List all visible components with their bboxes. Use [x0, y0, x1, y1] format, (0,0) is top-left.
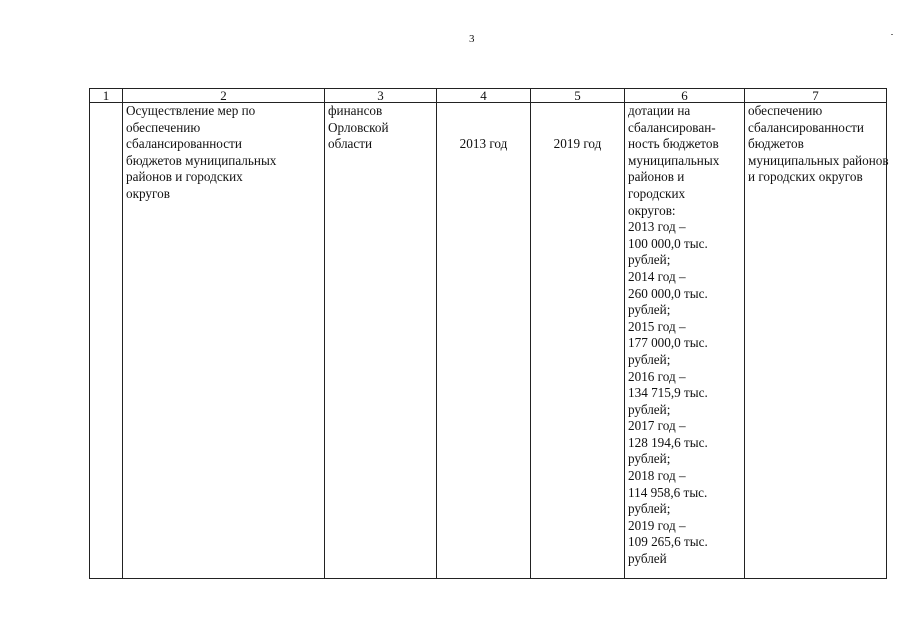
- text-line: 2018 год –: [628, 468, 686, 484]
- text-line: сбалансированности: [126, 136, 242, 152]
- text-line: сбалансирован-: [628, 119, 716, 135]
- text-line: 2016 год –: [628, 368, 686, 384]
- text-line: районов и: [628, 169, 685, 185]
- header-cell-1: 1: [90, 89, 123, 103]
- header-cell-4: 4: [437, 89, 531, 103]
- text-line: рублей: [628, 551, 667, 567]
- cell-executor: [325, 103, 437, 579]
- table-row: [90, 103, 887, 579]
- text-line: ность бюджетов: [628, 136, 719, 152]
- text-line: обеспечению: [126, 119, 201, 135]
- header-row: [90, 89, 887, 103]
- start-year: 2013 год: [459, 136, 508, 151]
- text-line: рублей;: [628, 401, 671, 417]
- text-line: округов: [126, 185, 170, 201]
- text-line: обеспечению: [748, 103, 823, 118]
- text-line: рублей;: [628, 501, 671, 517]
- text-line: сбалансированности: [748, 119, 864, 135]
- header-cell-6: 6: [625, 89, 745, 103]
- text-line: бюджетов муниципальных: [126, 152, 277, 168]
- text-line: городских: [628, 185, 686, 201]
- end-year: 2019 год: [553, 136, 602, 151]
- text-line: рублей;: [628, 451, 671, 467]
- text-line: дотации на: [628, 103, 691, 118]
- cell-result: [745, 103, 887, 579]
- financing-lines: [628, 103, 741, 568]
- cell-measure: [123, 103, 325, 579]
- text-line: 2015 год –: [628, 318, 686, 334]
- cell-col1: [90, 103, 123, 579]
- text-line: 2013 год –: [628, 219, 686, 235]
- cell-start-year: [437, 103, 531, 579]
- header-cell-3: 3: [325, 89, 437, 103]
- text-line: районов и городских: [126, 169, 243, 185]
- text-line: 109 265,6 тыс.: [628, 534, 708, 550]
- text-line: области: [328, 136, 373, 152]
- text-line: бюджетов: [748, 136, 804, 152]
- measure-lines: [126, 103, 321, 203]
- text-line: рублей;: [628, 252, 671, 268]
- header-cell-5: 5: [531, 89, 625, 103]
- executor-lines: [328, 103, 433, 153]
- program-table: [89, 88, 887, 579]
- text-line: рублей;: [628, 302, 671, 318]
- text-line: финансов: [328, 103, 383, 118]
- result-lines: [748, 103, 889, 186]
- text-line: 260 000,0 тыс.: [628, 285, 708, 301]
- text-line: Осуществление мер по: [126, 103, 256, 118]
- text-line: 128 194,6 тыс.: [628, 434, 708, 450]
- page-number: 3: [469, 33, 475, 45]
- text-line: Орловской: [328, 119, 389, 135]
- text-line: 177 000,0 тыс.: [628, 335, 708, 351]
- scan-speck: [891, 34, 893, 35]
- cell-end-year: [531, 103, 625, 579]
- header-cell-7: 7: [745, 89, 887, 103]
- text-line: 2019 год –: [628, 517, 686, 533]
- text-line: 2017 год –: [628, 418, 686, 434]
- text-line: муниципальных: [628, 152, 720, 168]
- text-line: 100 000,0 тыс.: [628, 235, 708, 251]
- text-line: округов:: [628, 202, 676, 218]
- text-line: муниципальных районов: [748, 152, 889, 168]
- cell-financing: [625, 103, 745, 579]
- text-line: 134 715,9 тыс.: [628, 385, 708, 401]
- text-line: 2014 год –: [628, 268, 686, 284]
- text-line: рублей;: [628, 351, 671, 367]
- text-line: и городских округов: [748, 169, 863, 185]
- text-line: 114 958,6 тыс.: [628, 484, 708, 500]
- header-cell-2: 2: [123, 89, 325, 103]
